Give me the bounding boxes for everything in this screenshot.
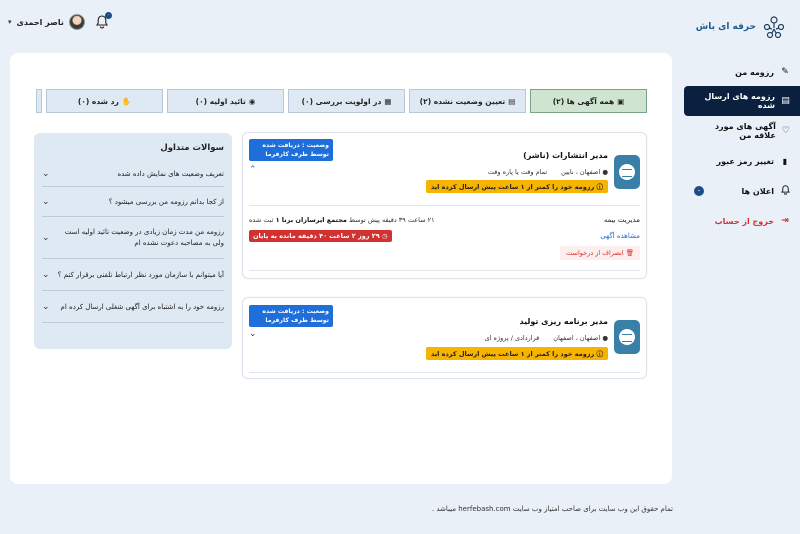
notification-count-badge: ۰ (694, 186, 704, 196)
faq-question: آیا میتوانم با سازمان مورد نظر ارتباط تلفنی برقرار کنم ؟ (57, 270, 224, 279)
faq-question: تعریف وضعیت های نمایش داده شده (117, 169, 224, 178)
warning-text: رزومه خود را کمتر از ۱ ساعت پیش ارسال کرده اید (430, 183, 595, 191)
job-meta (485, 334, 608, 342)
pencil-icon: ✎ (781, 67, 789, 77)
tab-label: تعیین وضعیت نشده (۲) (419, 96, 506, 106)
withdraw-button[interactable] (560, 246, 640, 260)
chevron-down-icon: ⌄ (42, 168, 50, 179)
sidebar-item-label: آگهی های مورد علاقه من (714, 122, 776, 140)
tab-label: تائید اولیه (۰) (195, 96, 246, 106)
warning-badge (426, 180, 608, 193)
list-icon: ▤ (508, 96, 516, 106)
tab-more[interactable] (36, 89, 42, 113)
sidebar-item-label: اعلان ها (741, 186, 774, 196)
sidebar-item-logout[interactable] (684, 206, 800, 236)
sent-suffix: ثبت شده (249, 216, 274, 224)
chevron-down-icon[interactable]: ▾ (8, 18, 12, 26)
footer: تمام حقوق این وب سایت برای صاحب امتیاز وب سایت herfebash.com میباشد . (431, 505, 673, 513)
chevron-down-icon: ⌄ (42, 269, 50, 280)
logout-icon: ⇥ (781, 216, 789, 226)
warning-text: رزومه خود را کمتر از ۱ ساعت پیش ارسال کرده اید (430, 350, 595, 358)
warning-badge (426, 347, 608, 360)
job-location (553, 334, 608, 342)
heart-icon: ♡ (781, 126, 790, 136)
chevron-up-icon[interactable]: ⌃ (249, 165, 257, 175)
divider (249, 270, 640, 271)
faq-title: سوالات متداول (160, 143, 224, 153)
bell-icon (780, 185, 790, 198)
document-icon: ▤ (781, 96, 790, 106)
info-icon: ⓘ (596, 350, 603, 358)
status-badge: وضعیت : دریافت شده توسط طرف کارفرما (249, 139, 333, 161)
faq-item[interactable] (42, 259, 224, 291)
company-logo (614, 320, 640, 354)
people-network-icon (762, 14, 786, 40)
status-badge: وضعیت : دریافت شده توسط طرف کارفرما (249, 305, 333, 327)
sidebar-item-change-password[interactable] (684, 146, 800, 176)
divider (249, 372, 640, 373)
faq-question: رزومه خود را به اشتباه برای آگهی شغلی ارسال کرده ام (60, 302, 224, 311)
notification-badge: ۰ (105, 12, 112, 19)
user-menu[interactable] (8, 14, 108, 30)
company-logo (614, 155, 640, 189)
tab-initial-approval[interactable] (167, 89, 284, 113)
tab-all-ads[interactable] (530, 89, 647, 113)
faq-item[interactable] (42, 217, 224, 259)
job-type: قراردادی / پروژه ای (484, 334, 540, 342)
sidebar-item-label: تغییر رمز عبور (716, 156, 774, 166)
user-name: ناصر احمدی (16, 17, 64, 27)
job-meta (488, 168, 608, 176)
tab-label: رد شده (۰) (77, 96, 119, 106)
sidebar-item-notifications[interactable] (684, 176, 800, 206)
faq-item[interactable] (42, 161, 224, 187)
job-location-text: اصفهان ، اصفهان (553, 334, 601, 342)
status-tabs (36, 89, 647, 113)
chevron-down-icon: ⌄ (42, 196, 50, 207)
sidebar-item-my-resume[interactable] (684, 58, 800, 86)
sidebar-item-label: خروج از حساب (714, 216, 774, 226)
tab-priority-review[interactable] (288, 89, 405, 113)
sub-job-title: مدیریت بیمه (603, 216, 640, 224)
trash-icon: 🗑 (625, 249, 634, 257)
header-notifications[interactable] (96, 12, 110, 29)
location-pin-icon: ● (602, 334, 608, 342)
job-location (561, 168, 608, 176)
clock-icon: ◷ (381, 232, 388, 240)
chevron-down-icon: ⌄ (42, 301, 50, 312)
lock-icon: ▮ (782, 156, 788, 166)
sidebar-item-label: رزومه های ارسال شده (704, 92, 776, 110)
job-title[interactable]: مدیر انتشارات (ناشر) (523, 151, 608, 160)
chevron-down-icon: ⌄ (42, 232, 50, 243)
grid-icon: ▣ (617, 96, 625, 106)
faq-item[interactable] (42, 187, 224, 217)
job-type: تمام وقت یا پاره وقت (487, 168, 548, 176)
job-title[interactable]: مدیر برنامه ریزی تولید (519, 317, 608, 326)
avatar[interactable] (69, 14, 85, 30)
withdraw-label: انصراف از درخواست (566, 249, 624, 257)
sent-info (249, 216, 435, 224)
tab-undetermined[interactable] (409, 89, 526, 113)
deadline-text: ۲۹ روز ۲ ساعت ۴۰ دقیقه مانده به پایان (253, 232, 380, 240)
brand-name: حرفه ای باش (695, 22, 756, 32)
job-location-text: اصفهان ، نایین (561, 168, 601, 176)
tab-label: همه آگهی ها (۲) (552, 96, 615, 106)
calendar-icon: ▦ (384, 96, 392, 106)
info-icon: ⓘ (596, 183, 603, 191)
faq-question: رزومه من مدت زمان زیادی در وضعیت تائید اولیه است ولی به مصاحبه دعوت نشده ام (64, 227, 224, 247)
eye-icon: ◉ (248, 96, 256, 106)
tab-rejected[interactable] (46, 89, 163, 113)
faq-item[interactable] (42, 291, 224, 323)
job-card (242, 132, 647, 279)
job-card (242, 297, 647, 379)
sent-company: مجتمع ایرسازان برنا ۱ (275, 216, 347, 224)
divider (249, 205, 640, 206)
brand[interactable] (696, 14, 786, 40)
sidebar (684, 58, 800, 236)
tab-label: در اولویت بررسی (۰) (301, 96, 382, 106)
sidebar-item-sent-resumes[interactable] (684, 86, 800, 116)
main-panel (10, 53, 672, 484)
view-ad-link[interactable]: مشاهده آگهی (600, 232, 640, 240)
chevron-down-icon[interactable]: ⌄ (249, 329, 257, 339)
sidebar-item-favorites[interactable] (684, 116, 800, 146)
faq-panel (34, 133, 232, 349)
location-pin-icon: ● (602, 168, 608, 176)
sent-prefix: ۲۱ ساعت ۳۹ دقیقه پیش توسط (349, 216, 435, 224)
sidebar-item-label: رزومه من (735, 67, 774, 77)
deadline-badge (249, 230, 392, 242)
thumb-down-icon: ✋ (121, 96, 132, 106)
faq-question: از کجا بدانم رزومه من بررسی میشود ؟ (108, 197, 224, 206)
